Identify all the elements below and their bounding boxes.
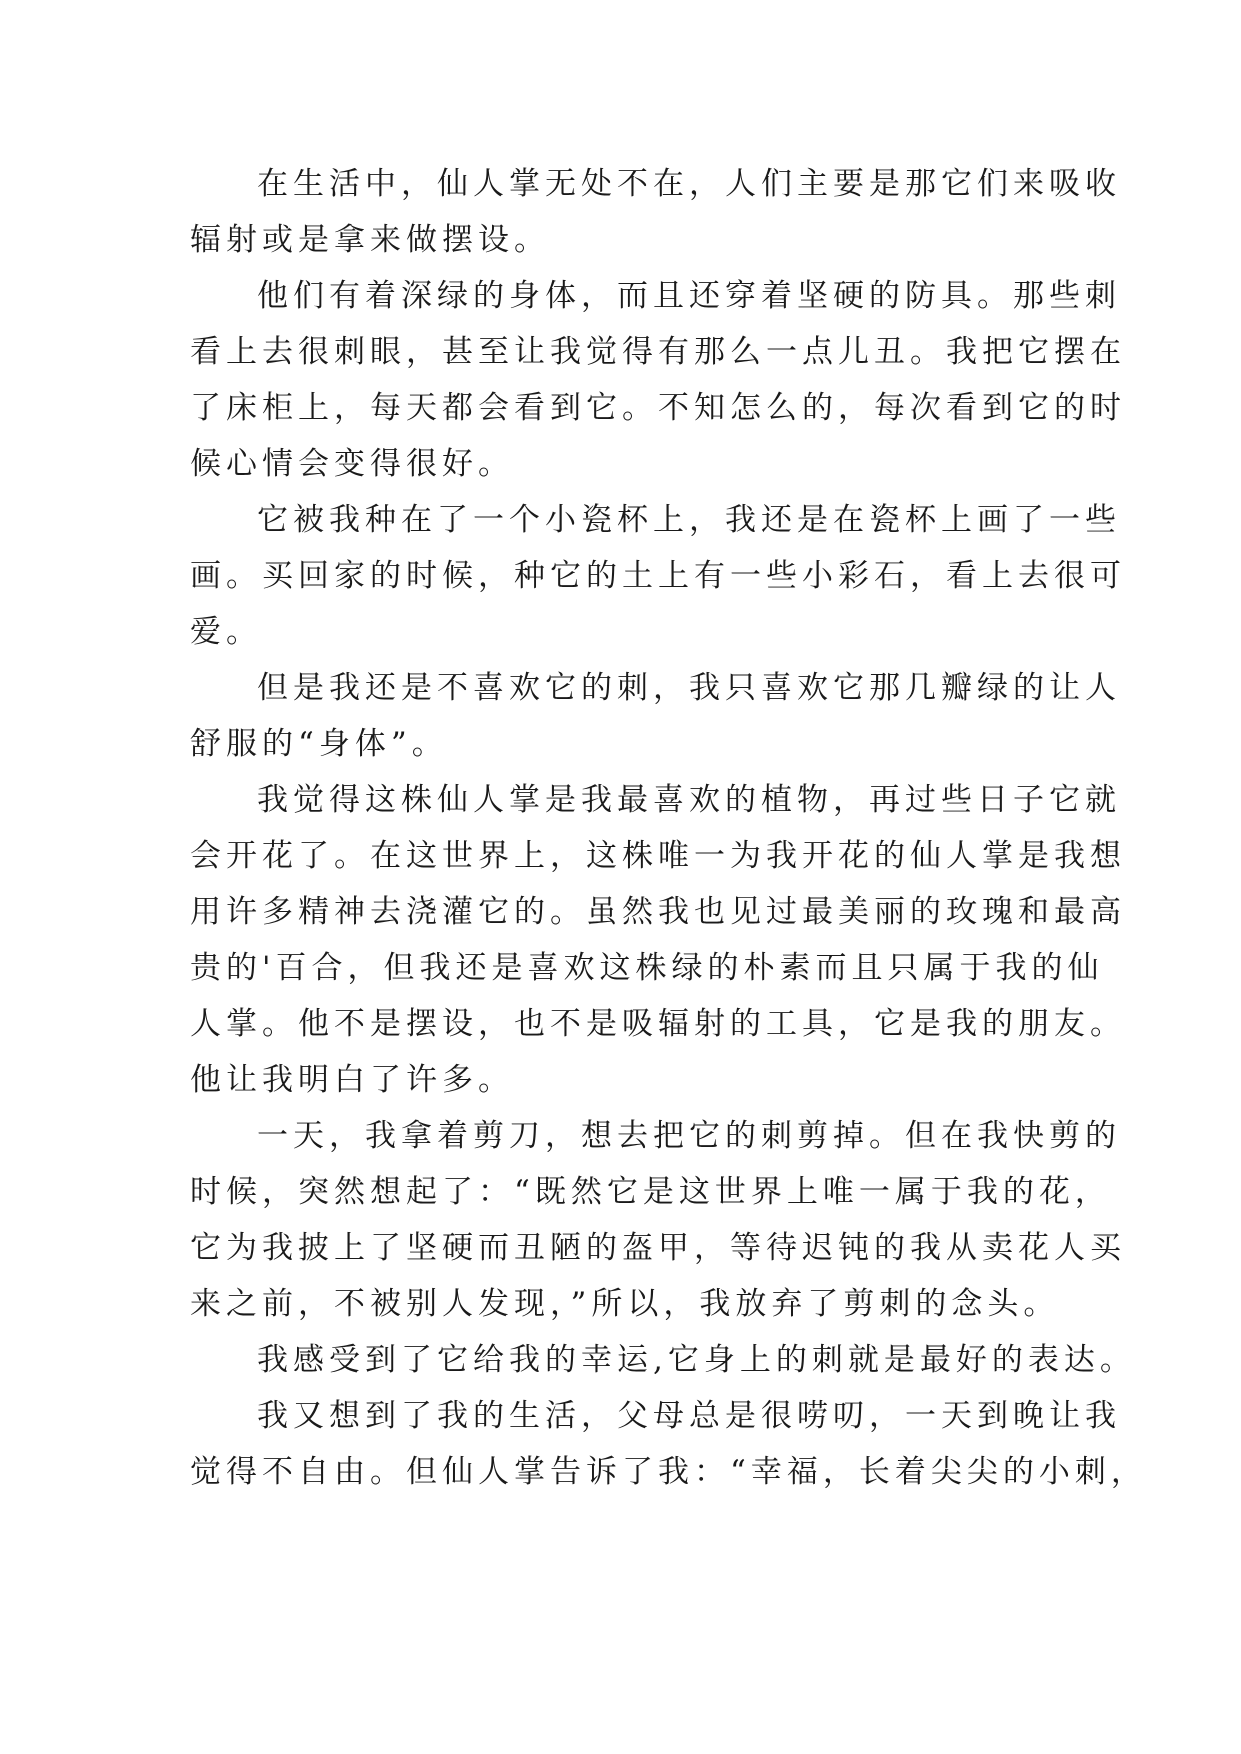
text-line: 他们有着深绿的身体，而且还穿着坚硬的防具。那些刺: [257, 278, 1121, 314]
text-line: 会开花了。在这世界上，这株唯一为我开花的仙人掌是我想: [190, 838, 1126, 874]
text-line: 他让我明白了许多。: [190, 1062, 514, 1098]
text-line: 舒服的“身体”。: [190, 726, 448, 762]
text-line: 在生活中，仙人掌无处不在，人们主要是那它们来吸收: [257, 166, 1121, 202]
text-line: 我又想到了我的生活，父母总是很唠叨，一天到晚让我: [257, 1398, 1121, 1434]
text-line: 爱。: [190, 614, 262, 650]
text-line: 但是我还是不喜欢它的刺，我只喜欢它那几瓣绿的让人: [257, 670, 1121, 706]
document-body: [190, 156, 1147, 1500]
text-line: 来之前，不被别人发现，”所以，我放弃了剪刺的念头。: [190, 1286, 1060, 1322]
text-line: 候心情会变得很好。: [190, 446, 514, 482]
text-line: 它为我披上了坚硬而丑陋的盔甲，等待迟钝的我从卖花人买: [190, 1230, 1126, 1266]
text-line: 我觉得这株仙人掌是我最喜欢的植物，再过些日子它就: [257, 782, 1121, 818]
text-line: 看上去很刺眼，甚至让我觉得有那么一点儿丑。我把它摆在: [190, 334, 1126, 370]
text-line: 我感受到了它给我的幸运,它身上的刺就是最好的表达。: [257, 1342, 1136, 1378]
text-line: 人掌。他不是摆设，也不是吸辐射的工具，它是我的朋友。: [190, 1006, 1126, 1042]
text-line: 贵的'百合，但我还是喜欢这株绿的朴素而且只属于我的仙: [190, 950, 1104, 986]
text-line: 时候，突然想起了：“既然它是这世界上唯一属于我的花，: [190, 1174, 1111, 1210]
text-line: 觉得不自由。但仙人掌告诉了我：“幸福，长着尖尖的小刺，: [190, 1454, 1147, 1490]
text-line: 了床柜上，每天都会看到它。不知怎么的，每次看到它的时: [190, 390, 1126, 426]
text-line: 一天，我拿着剪刀，想去把它的刺剪掉。但在我快剪的: [257, 1118, 1121, 1154]
text-line: 用许多精神去浇灌它的。虽然我也见过最美丽的玫瑰和最高: [190, 894, 1126, 930]
text-line: 辐射或是拿来做摆设。: [190, 222, 550, 258]
text-line: 它被我种在了一个小瓷杯上，我还是在瓷杯上画了一些: [257, 502, 1121, 538]
text-line: 画。买回家的时候，种它的土上有一些小彩石，看上去很可: [190, 558, 1126, 594]
